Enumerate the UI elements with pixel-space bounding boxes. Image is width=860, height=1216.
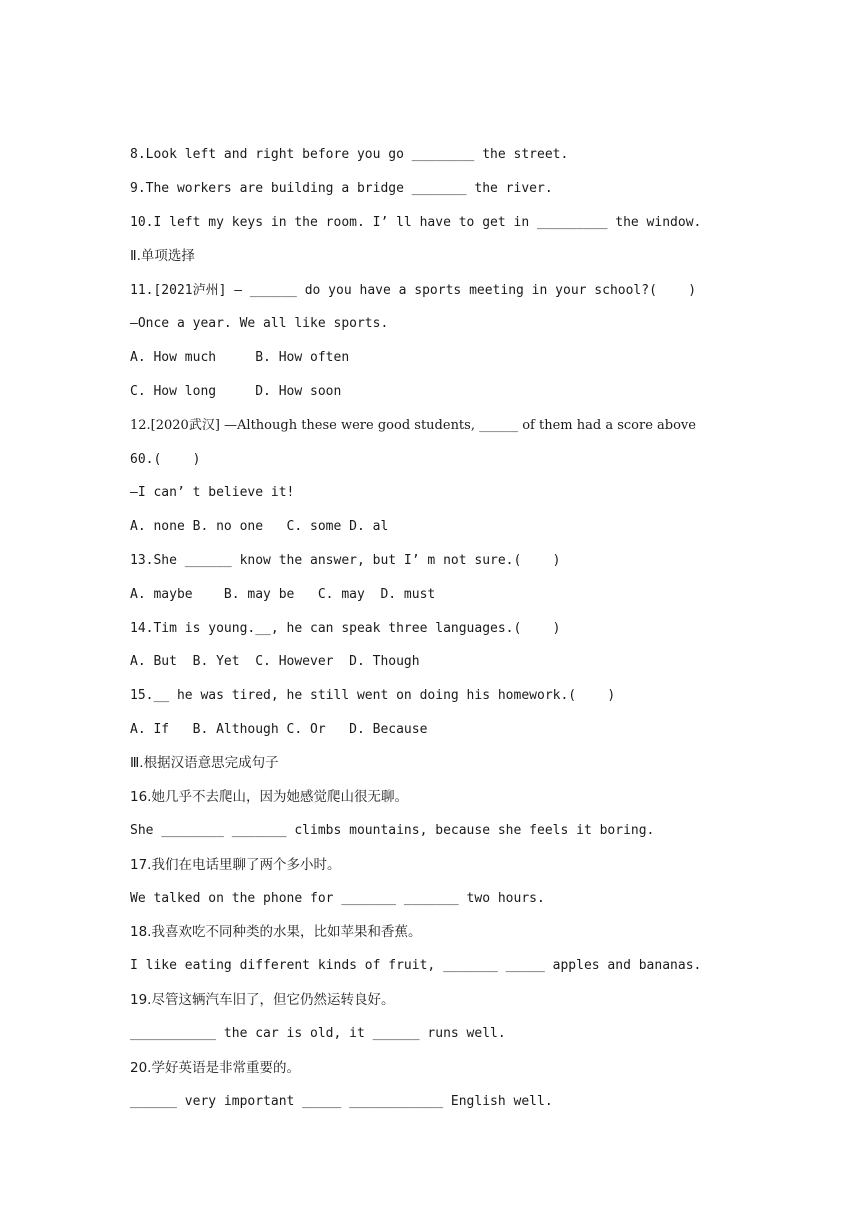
question-18-chinese: 18.我喜欢吃不同种类的水果，比如苹果和香蕉。 — [130, 924, 422, 940]
question-14-options: A. But B. Yet C. However D. Though — [130, 654, 420, 669]
question-16-chinese: 16.她几乎不去爬山，因为她感觉爬山很无聊。 — [130, 789, 408, 805]
section-heading-2: Ⅱ.单项选择 — [130, 248, 195, 264]
question-20-chinese: 20.学好英语是非常重要的。 — [130, 1060, 300, 1076]
question-14: 14.Tim is young.__, he can speak three languages.( ) — [130, 621, 561, 636]
question-12-options: A. none B. no one C. some D. al — [130, 519, 389, 534]
question-11: 11.[2021泸州] — ______ do you have a sports meeting in your school?( ) — [130, 283, 697, 298]
question-10: 10.I left my keys in the room. I’ ll have to get in _________ the window. — [130, 215, 702, 230]
question-19-chinese: 19.尽管这辆汽车旧了，但它仍然运转良好。 — [130, 992, 395, 1008]
question-15: 15.__ he was tired, he still went on doing his homework.( ) — [130, 688, 616, 703]
question-18-english: I like eating different kinds of fruit, _______ _____ apples and bananas. — [130, 958, 702, 973]
question-12: 12.[2020武汉] —Although these were good students, ______ of them had a score above — [130, 418, 696, 433]
question-19-english: ___________ the car is old, it ______ runs well. — [130, 1026, 506, 1041]
question-12-dialog: —I can’ t believe it! — [130, 485, 295, 500]
question-13: 13.She ______ know the answer, but I’ m not sure.( ) — [130, 553, 561, 568]
question-11-options-ab: A. How much B. How often — [130, 350, 350, 365]
question-12-cont: 60.( ) — [130, 452, 201, 467]
question-17-chinese: 17.我们在电话里聊了两个多小时。 — [130, 857, 341, 873]
question-17-english: We talked on the phone for _______ _______ two hours. — [130, 891, 545, 906]
question-8: 8.Look left and right before you go ________ the street. — [130, 147, 569, 162]
question-11-options-cd: C. How long D. How soon — [130, 384, 342, 399]
question-11-dialog: —Once a year. We all like sports. — [130, 316, 389, 331]
question-15-options: A. If B. Although C. Or D. Because — [130, 722, 428, 737]
question-20-english: ______ very important _____ ____________ English well. — [130, 1094, 553, 1109]
question-16-english: She ________ _______ climbs mountains, because she feels it boring. — [130, 823, 655, 838]
question-13-options: A. maybe B. may be C. may D. must — [130, 587, 436, 602]
section-heading-3: Ⅲ.根据汉语意思完成句子 — [130, 755, 279, 771]
question-9: 9.The workers are building a bridge _______ the river. — [130, 181, 553, 196]
